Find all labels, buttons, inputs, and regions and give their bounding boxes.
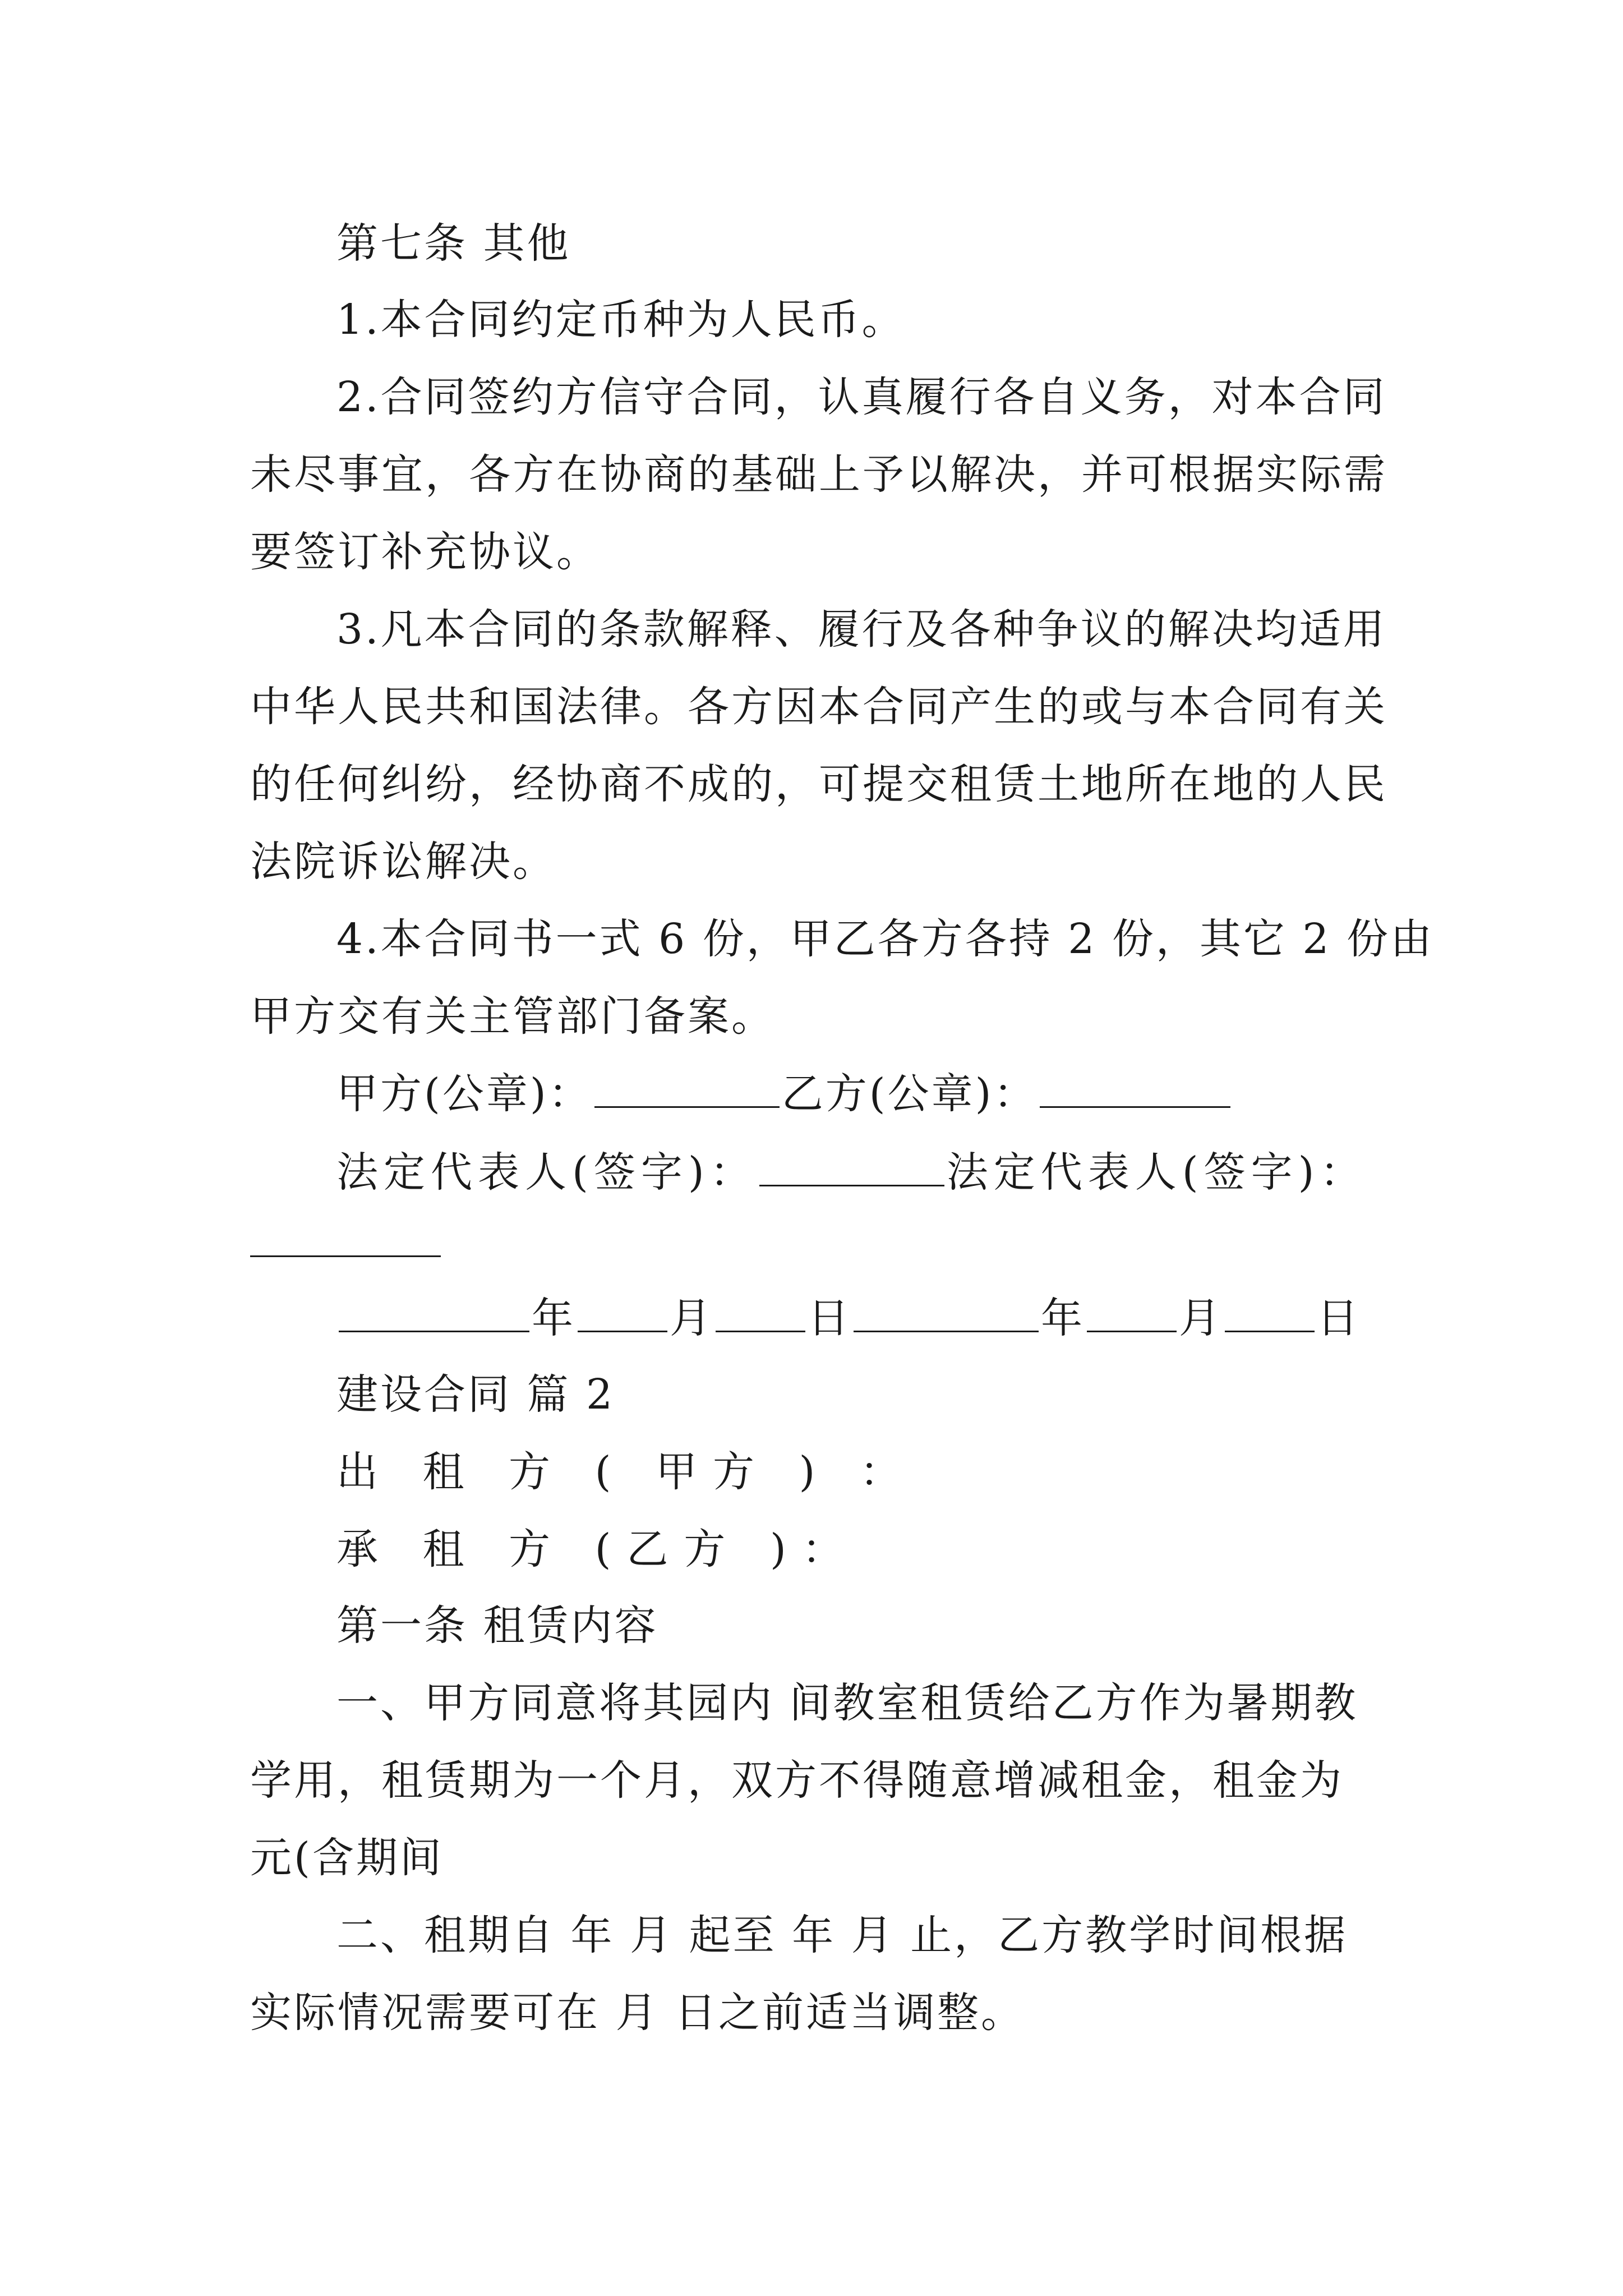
date-b-year-label: 年 xyxy=(1041,1294,1085,1342)
representative-line xyxy=(336,1144,1389,1200)
rep-a-label: 法定代表人(签字)： xyxy=(336,1148,757,1197)
date-b-month-blank[interactable] xyxy=(1087,1294,1177,1332)
date-a-month-label: 月 xyxy=(670,1294,713,1342)
date-b-day-label: 日 xyxy=(1317,1294,1361,1342)
article1-clause1-line3: 元(含期间 xyxy=(250,1834,444,1882)
article1-clause1-line1: 一、甲方同意将其园内 间教室租赁给乙方作为暑期教 xyxy=(336,1679,1358,1727)
clause-7-2-line2: 未尽事宜，各方在协商的基础上予以解决，并可根据实际需 xyxy=(250,450,1387,499)
date-a-month-blank[interactable] xyxy=(578,1294,667,1332)
article1-clause2-line2: 实际情况需要可在 月 日之前适当调整。 xyxy=(250,1989,1025,2037)
date-line xyxy=(336,1290,1389,1346)
party-b-seal-blank[interactable] xyxy=(1040,1069,1230,1108)
date-a-day-blank[interactable] xyxy=(716,1294,805,1332)
date-b-year-blank[interactable] xyxy=(854,1294,1039,1332)
date-b-day-blank[interactable] xyxy=(1225,1294,1315,1332)
clause-7-3-line3: 的任何纠纷，经协商不成的，可提交租赁土地所在地的人民 xyxy=(250,760,1387,808)
clause-7-3-line2: 中华人民共和国法律。各方因本合同产生的或与本合同有关 xyxy=(250,683,1387,731)
date-a-year-blank[interactable] xyxy=(339,1294,529,1332)
date-b-month-label: 月 xyxy=(1179,1294,1223,1342)
rep-b-blank[interactable] xyxy=(250,1255,441,1257)
lessee-line: 承 租 方 (乙方 )： xyxy=(336,1525,859,1573)
clause-7-3-line4: 法院诉讼解决。 xyxy=(250,838,556,886)
party-b-seal-label: 乙方(公章)： xyxy=(781,1070,1038,1118)
date-a-year-label: 年 xyxy=(532,1294,575,1342)
clause-7-4-line2: 甲方交有关主管部门备案。 xyxy=(250,992,775,1041)
clause-7-4-line1: 4.本合同书一式 6 份，甲乙各方各持 2 份，其它 2 份由 xyxy=(336,915,1434,963)
clause-7-2-line3: 要签订补充协议。 xyxy=(250,528,600,576)
part2-title: 建设合同 篇 2 xyxy=(336,1370,615,1419)
date-a-day-label: 日 xyxy=(808,1294,851,1342)
rep-b-label: 法定代表人(签字)： xyxy=(946,1148,1367,1197)
party-a-seal-label: 甲方(公章)： xyxy=(336,1070,592,1118)
article1-clause1-line2: 学用，租赁期为一个月，双方不得随意增减租金，租金为 xyxy=(250,1756,1344,1805)
rep-a-blank[interactable] xyxy=(759,1148,944,1186)
article1-heading: 第一条 租赁内容 xyxy=(336,1602,658,1650)
clause-7-2-line1: 2.合同签约方信守合同，认真履行各自义务，对本合同 xyxy=(336,373,1387,421)
article1-clause2-line1: 二、租期自 年 月 起至 年 月 止，乙方教学时间根据 xyxy=(336,1911,1348,1959)
section7-heading: 第七条 其他 xyxy=(336,219,571,268)
clause-7-3-line1: 3.凡本合同的条款解释、履行及各种争议的解决均适用 xyxy=(336,605,1387,654)
lessor-line: 出 租 方 ( 甲方 ) ： xyxy=(336,1448,917,1496)
clause-7-1: 1.本合同约定币种为人民币。 xyxy=(336,296,906,344)
seal-line xyxy=(336,1066,1389,1122)
party-a-seal-blank[interactable] xyxy=(594,1069,780,1108)
